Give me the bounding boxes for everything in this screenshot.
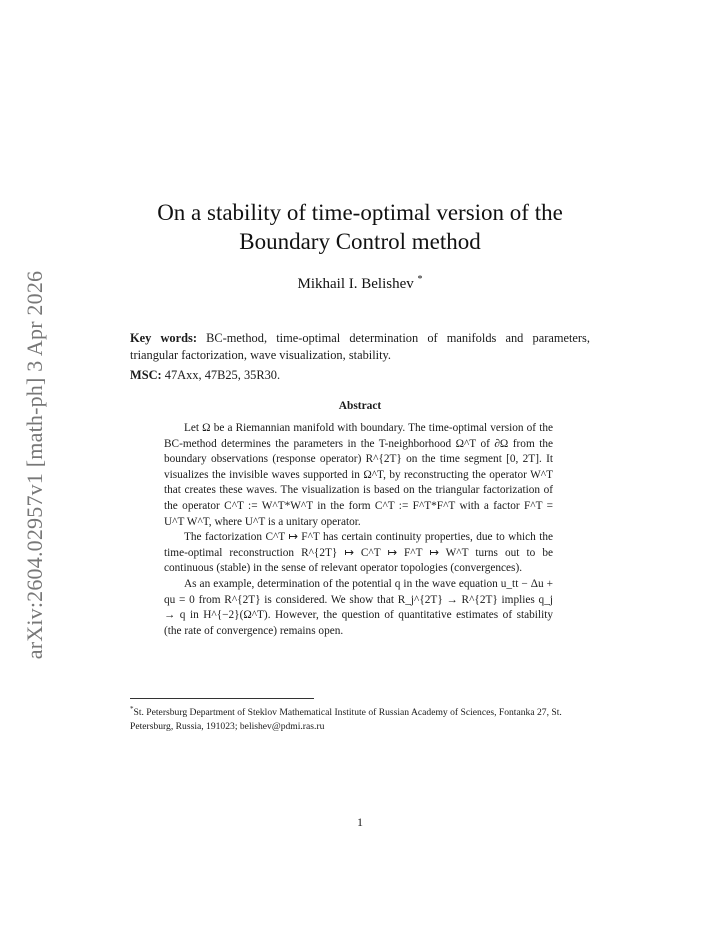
msc-text: 47Axx, 47B25, 35R30.	[164, 368, 281, 382]
msc-label: MSC:	[130, 368, 162, 382]
keywords	[130, 330, 590, 364]
footnote-text: St. Petersburg Department of Steklov Mathematical Institute of Russian Academy of Sciences, Fontanka 27, St. Petersburg, Russia, 191023; belishev@pdmi.ras.ru	[130, 707, 562, 732]
abstract-paragraph-1: Let Ω be a Riemannian manifold with boundary. The time-optimal version of the BC-method determines the parameters in the T-neighborhood Ω^T of ∂Ω from the boundary observations (response operator) R^{2T} on the time segment [0, 2T]. It visualizes the invisible waves supported in Ω^T, by reconstructing the operator W^T that creates these waves. The visualization is based on the triangular factorization of the operator C^T := W^T*W^T in the form C^T := F^T*F^T with a factor F^T = U^T W^T, where U^T is a unitary operator.	[164, 422, 553, 528]
keywords-label: Key words:	[130, 331, 197, 345]
keywords-text: BC-method, time-optimal determination of manifolds and parameters, triangular factorization, wave visualization, stability.	[130, 331, 590, 362]
abstract-heading: Abstract	[338, 400, 382, 412]
page-number: 1	[357, 815, 363, 829]
affiliation-footnote	[130, 703, 600, 733]
abstract-paragraph-2: The factorization C^T ↦ F^T has certain continuity properties, due to which the time-optimal reconstruction R^{2T} ↦ C^T ↦ F^T ↦ W^T turns out to be continuous (stable) in the sense of relevant operator topologies (convergences).	[164, 531, 553, 575]
abstract-paragraph-3: As an example, determination of the potential q in the wave equation u_tt − Δu + qu = 0 from R^{2T} is considered. We show that R_j^{2T} → R^{2T} implies q_j → q in H^{−2}(Ω^T). However, the question of quantitative estimates of stability (the rate of convergence) remains open.	[164, 577, 553, 637]
abstract-body	[164, 421, 553, 639]
msc-classification	[130, 368, 590, 383]
author-name: Mikhail I. Belishev	[297, 276, 414, 292]
author-line	[130, 274, 590, 293]
title-line-1: On a stability of time-optimal version of the	[157, 200, 563, 225]
footnote-rule	[130, 698, 314, 699]
author-footnote-mark: *	[417, 274, 423, 285]
footnote-mark: *	[130, 705, 134, 713]
arxiv-identifier-stamp	[17, 255, 53, 675]
paper-title	[130, 198, 590, 256]
arxiv-identifier-text: arXiv:2604.02957v1 [math-ph] 3 Apr 2026	[22, 270, 48, 660]
title-line-2: Boundary Control method	[239, 229, 481, 254]
